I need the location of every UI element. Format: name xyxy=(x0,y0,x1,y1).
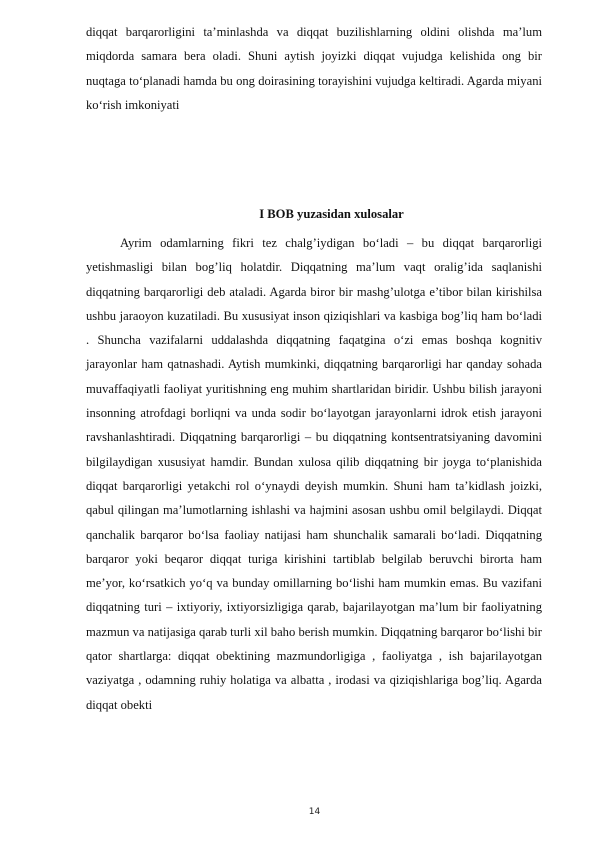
body-paragraph-summary: Ayrim odamlarning fikri tez chalg’iydigan bo‘ladi – bu diqqat barqarorligi yetishmasligi bilan bog’liq holatdir. Diqqatning ma’lum vaqt oralig’ida saqlanishi diqqatning barqarorligi deb ataladi. Agarda biror bir mashg’ulotga e’tibor bilan kirishilsa ushbu jaraoyon kuzatiladi. Bu xususiyat inson qiziqishlari va kasbiga bog’liq ham bo‘ladi . Shuncha vazifalarni uddalashda diqqatning faqatgina o‘zi emas boshqa kognitiv jarayonlar ham qatnashadi. Aytish mumkinki, diqqatning barqarorligi har qanday sohada muvaffaqiyatli faoliyat yuritishning eng muhim shartlaridan biridir. Ushbu bilish jarayoni insonning atrofdagi borliqni va unda sodir bo‘layotgan jarayonlarni idrok etish jarayoni ravshanlashtiradi. Diqqatning barqarorligi – bu diqqatning kontsentratsiyaning davomini bilgilaydigan xususiyat hamdir. Bundan xulosa qilib diqqatning bir joyga to‘planishida diqqat barqarorligi yetakchi rol o‘ynaydi deyish mumkin. Shuni ham ta’kidlash joizki, qabul qilingan ma’lumotlarning ishlashi va hajmini asosan ushbu omil belgilaydi. Diqqat qanchalik barqaror bo‘lsa faoliay natijasi ham shunchalik samarali bo‘ladi. Diqqatning barqaror yoki beqaror diqqat turiga kirishini tartiblab belgilab beruvchi birorta ham me’yor, ko‘rsatkich yo‘q va bunday omillarning bo‘lishi ham mumkin emas. Bu vazifani diqqatning turi – ixtiyoriy, ixtiyorsizligiga qarab, bajarilayotgan ma’lum bir faoliyatning mazmun va natijasiga qarab turli xil baho berish mumkin. Diqqatning barqaror bo‘lishi bir qator shartlarga: diqqat obektining mazmundorligiga , faoliyatga , ish bajarilayotgan vaziyatga , odamning ruhiy holatiga va albatta , irodasi va qiziqishlariga bog’liq. Agarda diqqat obekti xyxy=(86,236,542,712)
body-paragraph-continued: diqqat barqarorligini ta’minlashda va diqqat buzilishlarning oldini olishda ma’lum miqdorda samara bera oladi. Shuni aytish joyizki diqqat vujudga kelishida ong bir nuqtaga to‘planadi hamda bu ong doirasining torayishini vujudga keltiradi. Agarda miyani ko‘rish imkoniyati xyxy=(86,25,542,112)
section-heading: I BOB yuzasidan xulosalar xyxy=(259,207,404,221)
page-number: 14 xyxy=(308,807,321,817)
